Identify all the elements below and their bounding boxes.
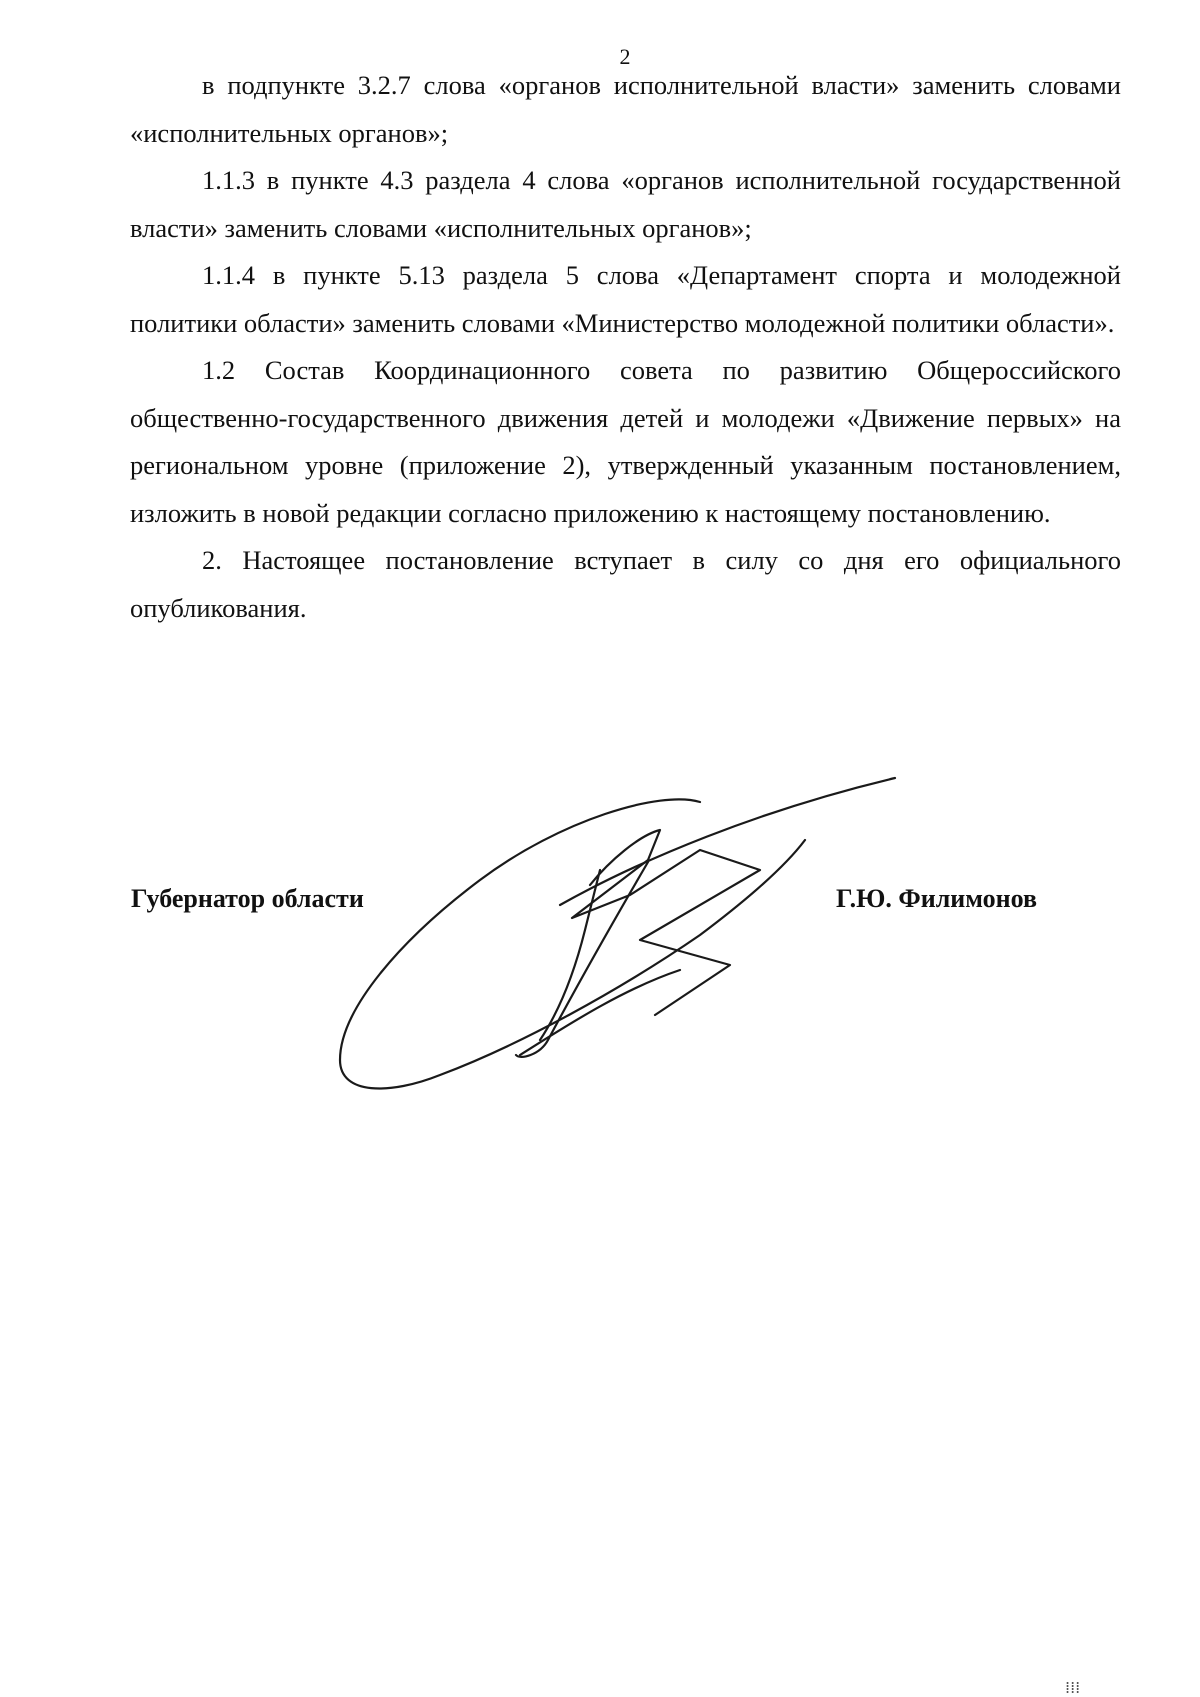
signatory-title: Губернатор области — [131, 884, 364, 913]
scan-artifact: ⁞⁞⁞ — [1065, 1678, 1081, 1697]
signatory-name: Г.Ю. Филимонов — [836, 884, 1038, 913]
signature-zigzag-2 — [516, 862, 648, 1057]
paragraph: 1.2 Состав Координационного совета по развитию Общероссийского общественно-государственного движения детей и молодежи «Движение первых» на региональном уровне (приложение 2), утвержденный указанным постановлением, изложить в новой редакции согласно приложению к настоящему постановлению. — [130, 355, 1121, 528]
signature-zigzag — [572, 830, 760, 1015]
signature-loop — [340, 799, 805, 1088]
paragraph: в подпункте 3.2.7 слова «органов исполнительной власти» заменить словами «исполнительных органов»; — [130, 70, 1121, 148]
paragraph: 1.1.3 в пункте 4.3 раздела 4 слова «органов исполнительной государственной власти» заменить словами «исполнительных органов»; — [130, 165, 1121, 243]
paragraph: 2. Настоящее постановление вступает в силу со дня его официального опубликования. — [130, 545, 1121, 623]
signature-sweep — [560, 778, 895, 905]
paragraph: 1.1.4 в пункте 5.13 раздела 5 слова «Департамент спорта и молодежной политики области» заменить словами «Министерство молодежной политики области». — [130, 260, 1121, 338]
page-number: 2 — [619, 44, 631, 69]
signature-tail — [520, 970, 680, 1055]
